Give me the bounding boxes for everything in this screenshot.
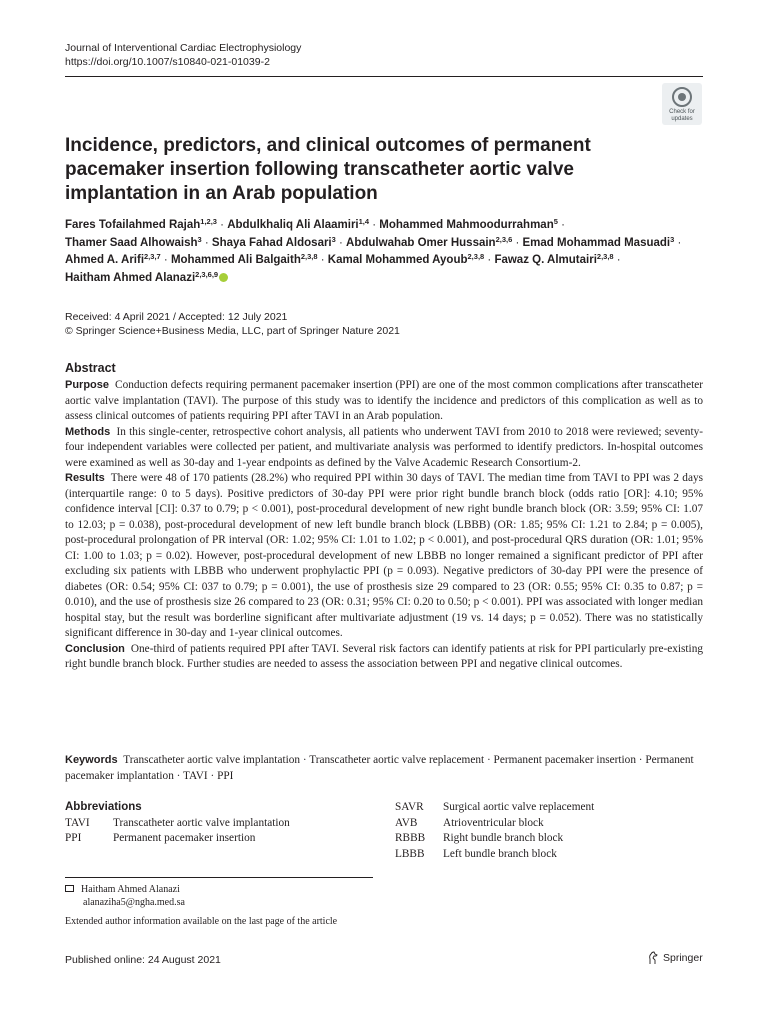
author-separator: ·: [216, 219, 228, 231]
author-name: Emad Mohammad Masuadi: [522, 236, 671, 249]
purpose-text: Conduction defects requiring permanent pacemaker insertion (PPI) are one of the most common complications after transcatheter aortic valve implantation (TAVI). The purpose of this study was to identify the incidence and predictors of this complication as well as to assess clinical outcomes of patients requiring PPI after TAVI in an Arab population.: [65, 379, 704, 422]
author: [65, 254, 161, 266]
author-list: [65, 217, 705, 287]
author-name: Mohammed Mahmoodurrahman: [379, 219, 554, 231]
author: [522, 234, 675, 249]
springer-horse-icon: [648, 951, 658, 965]
author-affiliation: 3: [331, 234, 336, 244]
abbreviations-left-list: [65, 816, 365, 847]
abbreviation-meaning: Transcatheter aortic valve implantation: [113, 816, 290, 829]
journal-name: Journal of Interventional Cardiac Electrophysiology: [65, 42, 302, 54]
author-separator: ·: [613, 254, 621, 266]
check-for-updates-icon: [672, 87, 692, 107]
author: [328, 254, 484, 266]
abbreviation-code: TAVI: [65, 816, 90, 829]
extended-author-info: Extended author information available on the last page of the article: [65, 916, 338, 927]
corresponding-author-email[interactable]: alanaziha5@ngha.med.sa: [83, 897, 185, 908]
author-affiliation: 2,3,7: [144, 252, 161, 261]
author-separator: ·: [160, 254, 171, 266]
abstract-body: [65, 378, 703, 673]
author-separator: ·: [557, 219, 565, 231]
author-separator: ·: [201, 236, 212, 249]
abbreviation-code: AVB: [395, 816, 418, 829]
abstract-purpose: [65, 378, 703, 425]
author-affiliation: 2,3,8: [467, 252, 485, 261]
conclusion-label: Conclusion: [65, 642, 125, 655]
abbreviation-meaning: Surgical aortic valve replacement: [443, 801, 595, 813]
keywords: [65, 753, 703, 784]
abstract-heading: Abstract: [65, 361, 116, 375]
purpose-label: Purpose: [65, 379, 110, 391]
header-rule: [65, 76, 703, 77]
article-title: Incidence, predictors, and clinical outcomes of permanent pacemaker insertion following transcatheter aortic valve implantation in an Arab population: [65, 135, 591, 204]
abbreviations-heading: Abbreviations: [65, 801, 142, 813]
abbreviation-row: [395, 800, 705, 816]
author-name: Kamal Mohammed Ayoub: [327, 254, 468, 266]
author: [65, 219, 217, 231]
abstract-methods: [65, 425, 703, 472]
author-name: Abdulkhaliq Ali Alaamiri: [227, 219, 359, 231]
author-name: Fawaz Q. Almutairi: [494, 254, 597, 266]
author-affiliation: 2,3,6,9: [195, 269, 219, 279]
author: [379, 219, 558, 231]
badge-line-2: updates: [671, 116, 693, 122]
abbreviation-meaning: Right bundle branch block: [443, 832, 564, 844]
author-separator: ·: [335, 236, 347, 249]
methods-label: Methods: [65, 425, 111, 438]
abbreviations-right: [395, 800, 705, 862]
check-for-updates-badge[interactable]: [662, 83, 702, 125]
publisher-name: Springer: [663, 952, 703, 964]
results-label: Results: [65, 472, 105, 484]
keywords-label: Keywords: [65, 754, 118, 766]
author-affiliation: 1,2,3: [200, 217, 217, 226]
abbreviations-right-list: [395, 800, 705, 862]
author: [494, 254, 613, 266]
abbreviation-row: [395, 816, 705, 832]
abbreviation-row: [65, 831, 365, 847]
author-name: Fares Tofailahmed Rajah: [65, 219, 201, 231]
abbreviation-code: SAVR: [395, 801, 424, 813]
author: [227, 219, 369, 231]
author: [211, 234, 336, 249]
author-name: Mohammed Ali Balgaith: [170, 254, 301, 266]
abbreviation-row: [395, 847, 705, 863]
author-affiliation: 2,3,6: [495, 234, 513, 244]
author-affiliation: 1,4: [358, 217, 370, 226]
author-separator: ·: [674, 236, 682, 249]
abbreviation-meaning: Permanent pacemaker insertion: [113, 832, 256, 844]
author-name: Haitham Ahmed Alanazi: [65, 271, 196, 284]
corresponding-author-name: Haitham Ahmed Alanazi: [81, 884, 180, 895]
author-affiliation: 5: [553, 217, 558, 226]
copyright-notice: © Springer Science+Business Media, LLC, part of Springer Nature 2021: [65, 325, 400, 337]
author-affiliation: 3: [197, 234, 202, 244]
methods-text: In this single-center, retrospective cohort analysis, all patients who underwent TAVI from 2010 to 2018 were reviewed; seventy-four independent variables were collected per patient, and multivariate analysis was performed to identify predictors. In-hospital outcomes were examined as well as 30-day and 1-year endpoints as defined by the Valve Academic Research Consortium-2.: [65, 425, 704, 469]
abbreviation-code: LBBB: [395, 847, 425, 860]
abbreviation-meaning: Left bundle branch block: [443, 847, 557, 860]
abbreviation-meaning: Atrioventricular block: [443, 816, 544, 829]
author-separator: ·: [512, 236, 523, 249]
author-separator: ·: [317, 254, 328, 266]
doi-link[interactable]: https://doi.org/10.1007/s10840-021-01039-2: [65, 56, 270, 68]
author: [65, 269, 228, 284]
journal-header: [65, 41, 301, 69]
abstract-results: [65, 471, 703, 642]
author-affiliation: 2,3,8: [596, 252, 614, 261]
author: [346, 234, 513, 249]
correspondence: [65, 883, 185, 909]
author-affiliation: 2,3,8: [300, 252, 318, 261]
keywords-text: Transcatheter aortic valve implantation · Transcatheter aortic valve replacement · Permanent pacemaker insertion · Permanent pacemaker implantation · TAVI · PPI: [65, 754, 694, 782]
publisher-logo: [648, 951, 703, 965]
author-name: Ahmed A. Arifi: [65, 254, 145, 266]
published-online-date: Published online: 24 August 2021: [65, 954, 221, 966]
abbreviations-left: [65, 800, 365, 847]
abbreviation-row: [395, 831, 705, 847]
abbreviation-row: [65, 816, 365, 832]
article-dates: [65, 310, 400, 338]
author-separator: ·: [484, 254, 495, 266]
badge-line-1: Check for: [669, 109, 695, 115]
abbreviation-code: RBBB: [395, 832, 426, 844]
author-name: Shaya Fahad Aldosari: [211, 236, 332, 249]
author-affiliation: 3: [670, 234, 675, 244]
author-name: Abdulwahab Omer Hussain: [346, 236, 496, 249]
results-text: There were 48 of 170 patients (28.2%) who required PPI within 30 days of TAVI. The median time from TAVI to PPI was 2 days (interquartile range: 0 to 5 days). Positive predictors of 30-day PPI were prior right bundle branch block (odds ratio [OR]: 4.10; 95% confidence interval [CI]: 0.37 to 0.79; p < 0.001), post-procedural development of new right bundle branch block (OR: 3.59; 95% CI: 1.07 to 12.03; p = 0.038), post-procedural development of new left bundle branch block (LBBB) (OR: 1.85; 95% CI: 1.21 to 2.84; p = 0.005), post-procedural prolongation of PR interval (OR: 1.02; 95% CI: 1.01 to 1.02; p < 0.001), and post-procedural QRS duration (OR: 1.01; 95% CI: 1.00 to 1.03; p = 0.02). However, post-procedural development of new LBBB no longer remained a significant predictor of PPI after excluding six patients with LBBB who underwent prophylactic PPI (p = 0.093). Negative predictors of 30-day PPI were the presence of diabetes (OR: 0.54; 95% CI: 037 to 0.79; p = 0.001), the use of prosthesis size 29 compared to 23 (OR: 0.55; 95% CI: 0.35 to 0.87; p = 0.010), and the use of prosthesis size 26 compared to 23 (OR: 0.31; 95% CI: 0.20 to 0.50; p < 0.001). PPI was associated with longer median hospital stay, but the result was borderline significant after multivariate adjustment (19 vs. 14 days; p = 0.052). There was no statistically significant difference in 30-day and 1-year clinical outcomes.: [65, 472, 704, 639]
envelope-icon: [65, 885, 74, 892]
author: [171, 254, 318, 266]
received-accepted-dates: Received: 4 April 2021 / Accepted: 12 July 2021: [65, 311, 288, 323]
abbreviation-code: PPI: [65, 832, 82, 844]
author-separator: ·: [369, 219, 380, 231]
author-name: Thamer Saad Alhowaish: [65, 236, 198, 249]
author: [65, 234, 202, 249]
conclusion-text: One-third of patients required PPI after TAVI. Several risk factors can identify patients at risk for PPI particularly pre-existing right bundle branch block. Further studies are needed to assess the association between PPI and negative clinical outcomes.: [65, 642, 703, 670]
abstract-conclusion: [65, 642, 703, 673]
footnote-rule: [65, 877, 373, 878]
orcid-icon[interactable]: [219, 273, 228, 282]
